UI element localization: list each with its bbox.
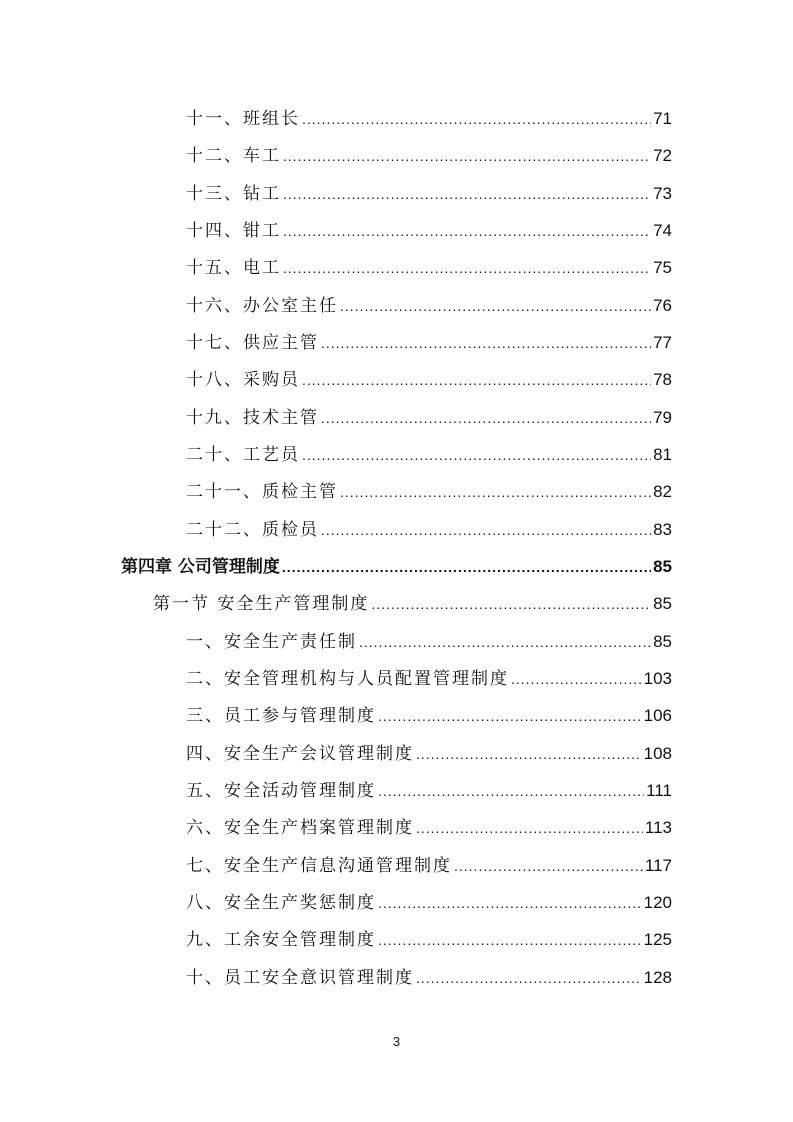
dot-leader: [378, 701, 642, 731]
dot-leader: [302, 440, 651, 470]
toc-entry-label: 第一节 安全生产管理制度: [153, 594, 370, 614]
toc-entry-page: 83: [653, 520, 672, 539]
dot-leader: [371, 589, 651, 619]
toc-entry-label: 一、安全生产责任制: [186, 632, 357, 652]
toc-entry-page: 85: [653, 557, 672, 576]
toc-entry-label: 十、员工安全意识管理制度: [186, 968, 414, 988]
toc-entry[interactable]: [186, 851, 672, 881]
dot-leader: [340, 477, 651, 507]
dot-leader: [283, 141, 651, 171]
toc-entry[interactable]: [186, 515, 672, 545]
dot-leader: [340, 291, 651, 321]
toc-entry-label: 九、工余安全管理制度: [186, 930, 376, 950]
dot-leader: [454, 851, 643, 881]
toc-entry-page: 78: [653, 370, 672, 389]
toc-chapter-entry[interactable]: [121, 552, 672, 582]
toc-entry[interactable]: [186, 925, 672, 955]
toc-entry-page: 85: [653, 594, 672, 613]
toc-entry-label: 十一、班组长: [186, 109, 300, 129]
toc-entry-label: 第四章 公司管理制度: [121, 557, 280, 577]
toc-entry-label: 六、安全生产档案管理制度: [186, 818, 414, 838]
toc-entry-page: 125: [643, 930, 672, 949]
toc-entry-page: 82: [653, 482, 672, 501]
toc-entry[interactable]: [186, 179, 672, 209]
toc-entry[interactable]: [186, 365, 672, 395]
dot-leader: [359, 627, 651, 657]
dot-leader: [378, 776, 644, 806]
toc-entry-label: 二十、工艺员: [186, 445, 300, 465]
toc-entry-label: 十四、钳工: [186, 221, 281, 241]
dot-leader: [302, 104, 651, 134]
dot-leader: [416, 739, 642, 769]
toc-entry-page: 113: [644, 818, 672, 837]
dot-leader: [416, 963, 642, 993]
toc-entry-label: 五、安全活动管理制度: [186, 781, 376, 801]
toc-section-entry[interactable]: [153, 589, 672, 619]
toc-entry[interactable]: [186, 813, 672, 843]
toc-entry-page: 103: [643, 669, 672, 688]
toc-entry-page: 85: [653, 632, 672, 651]
toc-entry[interactable]: [186, 739, 672, 769]
dot-leader: [378, 925, 642, 955]
toc-entry-label: 二十二、质检员: [186, 520, 319, 540]
toc-entry-label: 二、安全管理机构与人员配置管理制度: [186, 669, 509, 689]
toc-entry[interactable]: [186, 776, 672, 806]
dot-leader: [511, 664, 642, 694]
toc-entry-label: 十五、电工: [186, 258, 281, 278]
dot-leader: [283, 253, 651, 283]
toc-entry[interactable]: [186, 104, 672, 134]
toc-entry[interactable]: [186, 963, 672, 993]
toc-entry-page: 77: [653, 333, 672, 352]
toc-entry-page: 79: [653, 408, 672, 427]
toc-entry-page: 81: [653, 445, 672, 464]
toc-entry-label: 十九、技术主管: [186, 408, 319, 428]
toc-entry-page: 72: [653, 146, 672, 165]
toc-entry[interactable]: [186, 664, 672, 694]
toc-entry[interactable]: [186, 253, 672, 283]
toc-entry-page: 73: [653, 184, 672, 203]
toc-entry-page: 106: [643, 706, 672, 725]
toc-entry-page: 120: [643, 893, 672, 912]
toc-entry-label: 十三、钻工: [186, 184, 281, 204]
toc-entry-label: 二十一、质检主管: [186, 482, 338, 502]
toc-entry[interactable]: [186, 627, 672, 657]
page-number: 3: [392, 1034, 401, 1049]
toc-entry[interactable]: [186, 291, 672, 321]
toc-entry-page: 128: [643, 968, 672, 987]
toc-entry[interactable]: [186, 888, 672, 918]
toc-entry-label: 十二、车工: [186, 146, 281, 166]
dot-leader: [321, 403, 651, 433]
toc-entry-page: 117: [644, 856, 672, 875]
toc-entry-page: 76: [653, 296, 672, 315]
toc-entry[interactable]: [186, 403, 672, 433]
toc-entry-label: 十六、办公室主任: [186, 296, 338, 316]
toc-entry-page: 111: [646, 781, 672, 800]
dot-leader: [302, 365, 651, 395]
dot-leader: [378, 888, 642, 918]
toc-entry-label: 四、安全生产会议管理制度: [186, 744, 414, 764]
toc-entry[interactable]: [186, 477, 672, 507]
toc-entry[interactable]: [186, 328, 672, 358]
dot-leader: [416, 813, 643, 843]
dot-leader: [282, 552, 651, 582]
toc-entry-label: 三、员工参与管理制度: [186, 706, 376, 726]
toc-entry-label: 十七、供应主管: [186, 333, 319, 353]
toc-entry[interactable]: [186, 440, 672, 470]
toc-entry[interactable]: [186, 141, 672, 171]
dot-leader: [321, 328, 651, 358]
toc-entry-label: 七、安全生产信息沟通管理制度: [186, 856, 452, 876]
toc-entry-page: 108: [643, 744, 672, 763]
dot-leader: [321, 515, 651, 545]
dot-leader: [283, 179, 651, 209]
dot-leader: [283, 216, 651, 246]
toc-entry[interactable]: [186, 701, 672, 731]
toc-entry-page: 71: [653, 109, 672, 128]
toc-entry-label: 十八、采购员: [186, 370, 300, 390]
toc-entry-page: 75: [653, 258, 672, 277]
toc-entry-page: 74: [653, 221, 672, 240]
toc-entry-label: 八、安全生产奖惩制度: [186, 893, 376, 913]
toc-entry[interactable]: [186, 216, 672, 246]
